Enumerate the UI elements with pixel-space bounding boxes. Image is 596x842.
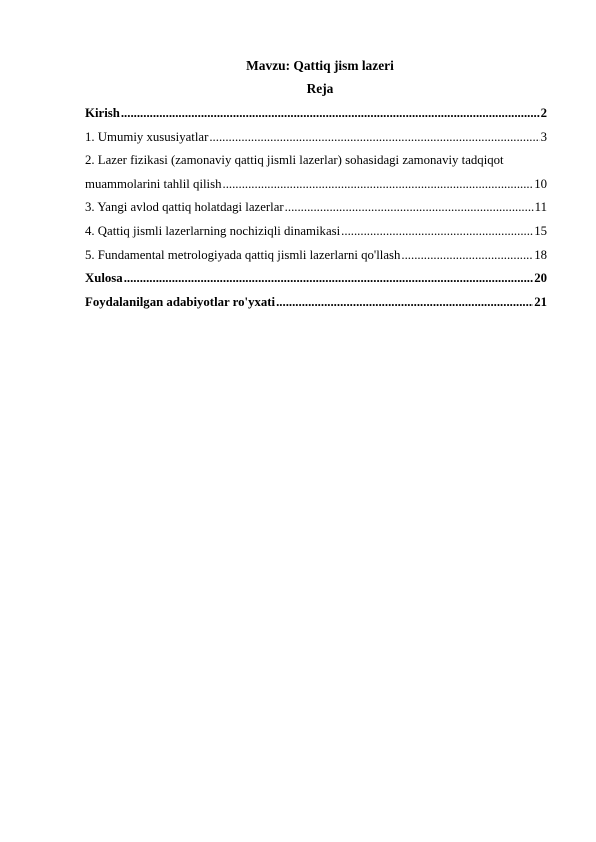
toc-entry-label: 5. Fundamental metrologiyada qattiq jismli lazerlarni qo'llash [85,247,401,262]
toc-entry-page: 18 [534,247,547,262]
toc-leader-dots [124,267,534,291]
toc-entry-kirish[interactable] [85,102,547,126]
toc-entry-page: 11 [534,200,547,215]
toc-entry-label: 4. Qattiq jismli lazerlarning nochiziqli dinamikasi [85,223,341,238]
toc-entry-2-line2[interactable] [85,173,547,197]
toc-entry-label: Kirish [85,106,120,120]
toc-entry-page: 10 [534,176,547,191]
toc-leader-dots [285,196,534,220]
table-of-contents [85,102,547,314]
toc-entry-xulosa[interactable] [85,267,547,291]
document-subtitle: Reja [306,81,334,96]
toc-leader-dots [223,173,534,197]
toc-entry-adabiyotlar[interactable] [85,291,547,315]
document-title: Mavzu: Qattiq jism lazeri [246,58,394,73]
toc-entry-label: muammolarini tahlil qilish [85,176,222,191]
toc-entry-4[interactable] [85,220,547,244]
toc-entry-page: 21 [534,294,547,309]
toc-entry-label: 3. Yangi avlod qattiq holatdagi lazerlar [85,200,284,215]
toc-leader-dots [209,126,539,150]
toc-entry-page: 2 [540,106,547,120]
toc-leader-dots [341,220,533,244]
toc-leader-dots [401,244,533,268]
toc-entry-page: 3 [540,129,547,144]
toc-entry-label: 2. Lazer fizikasi (zamonaviy qattiq jismli lazerlar) sohasidagi zamonaviy tadqiqot [85,153,504,168]
toc-leader-dots [276,291,533,315]
toc-entry-label: Xulosa [85,271,123,286]
toc-entry-3[interactable] [85,196,547,220]
toc-entry-1[interactable] [85,126,547,150]
toc-leader-dots [121,102,540,126]
toc-entry-label: 1. Umumiy xususiyatlar [85,129,209,144]
toc-entry-page: 15 [534,223,547,238]
toc-entry-page: 20 [534,271,547,286]
toc-entry-2-line1[interactable] [85,149,547,173]
toc-entry-5[interactable] [85,244,547,268]
toc-entry-label: Foydalanilgan adabiyotlar ro'yxati [85,294,276,309]
